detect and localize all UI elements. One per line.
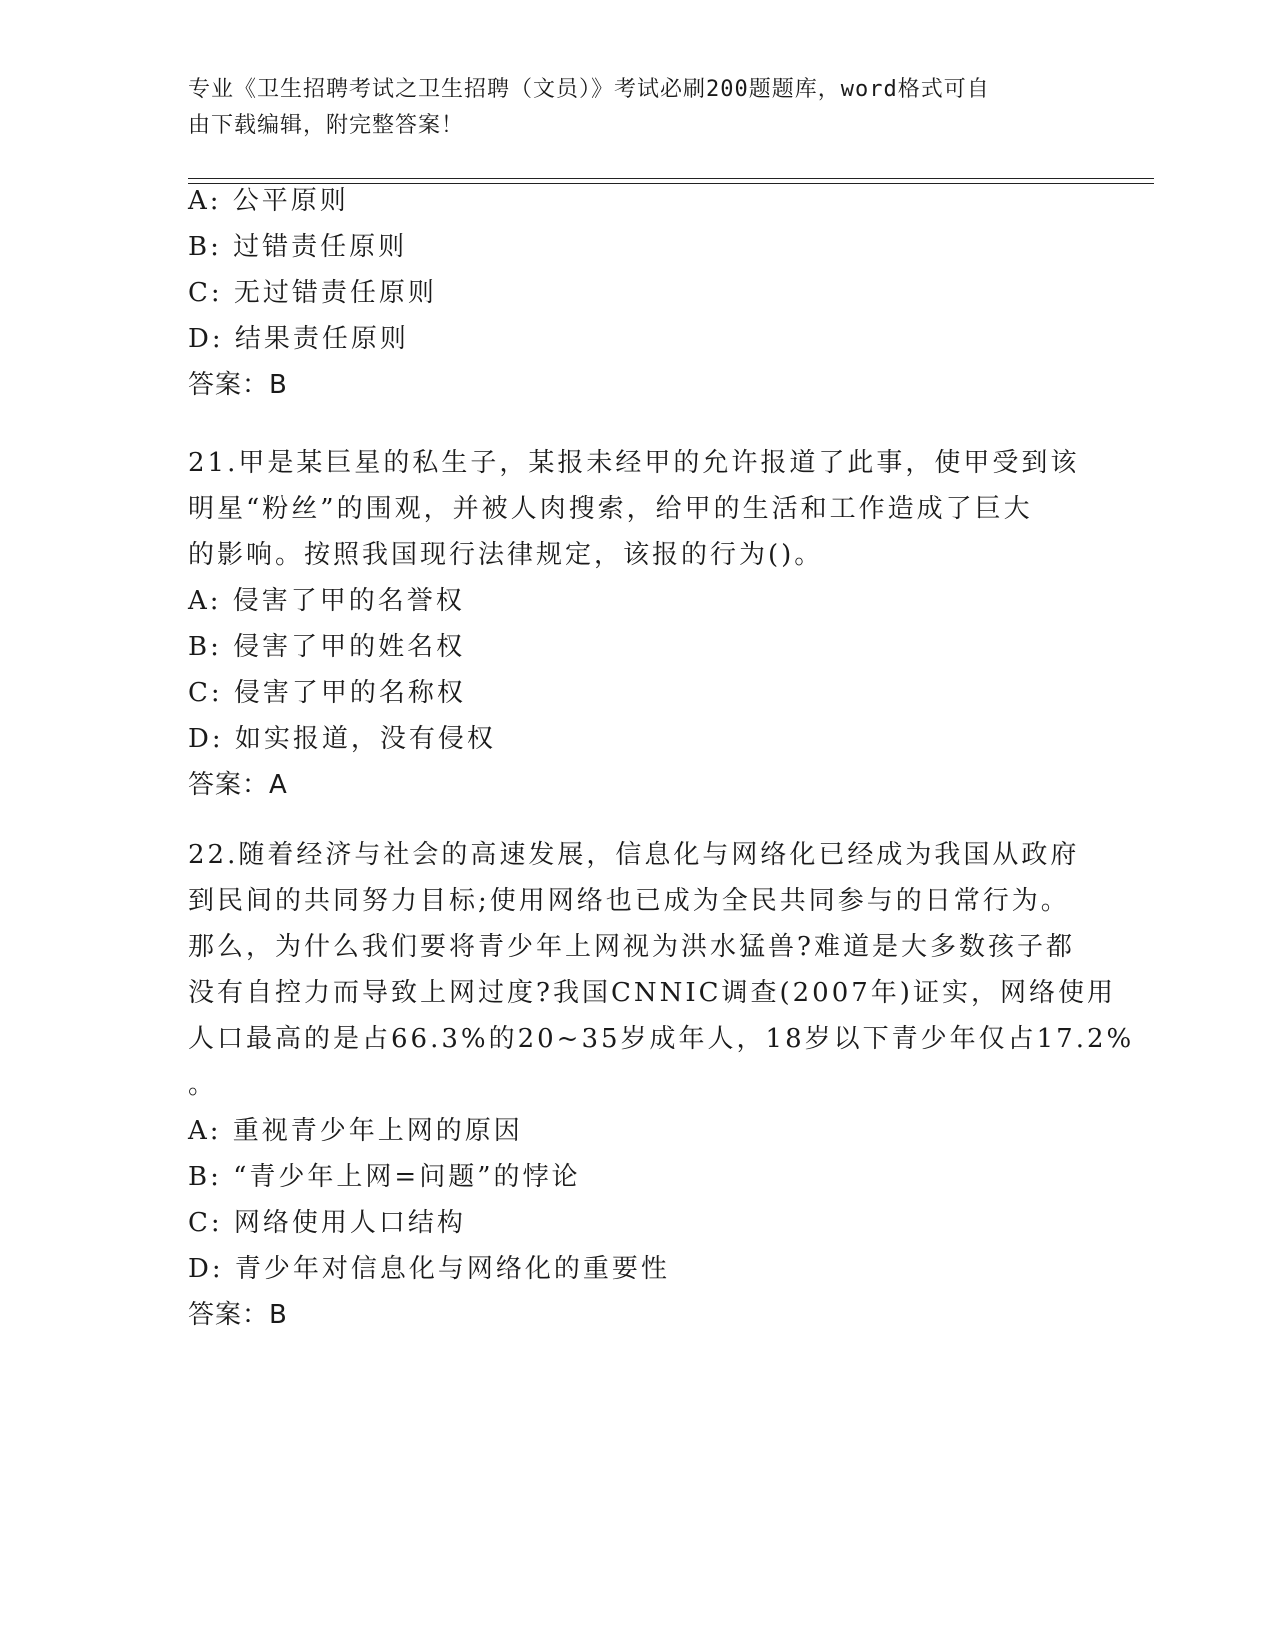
answer-label: 答案：B: [188, 1300, 288, 1330]
document-header: [188, 72, 1088, 144]
answer-label: 答案：B: [188, 370, 288, 400]
header-line-2: 由下载编辑，附完整答案！: [188, 113, 465, 138]
option-b: B: “青少年上网=问题”的悖论: [188, 1162, 581, 1192]
option-d: D: 结果责任原则: [188, 324, 409, 354]
question-22-line-2: 到民间的共同努力目标;使用网络也已成为全民共同参与的日常行为。: [188, 886, 1070, 916]
question-22-line-4: 没有自控力而导致上网过度?我国CNNIC调查(2007年)证实，网络使用: [188, 978, 1116, 1008]
option-b: B: 侵害了甲的姓名权: [188, 632, 466, 662]
option-c: C: 无过错责任原则: [188, 278, 437, 308]
question-22-line-5: 人口最高的是占66.3%的20~35岁成年人，18岁以下青少年仅占17.2%: [188, 1024, 1135, 1054]
question-22-line-6: 。: [188, 1070, 218, 1100]
question-22-block: [188, 832, 1135, 1338]
option-b: B: 过错责任原则: [188, 232, 408, 262]
option-d: D: 青少年对信息化与网络化的重要性: [188, 1254, 670, 1284]
option-a: A: 侵害了甲的名誉权: [188, 586, 465, 616]
question-21-block: [188, 440, 1088, 808]
option-c: C: 网络使用人口结构: [188, 1208, 466, 1238]
question-22-line-3: 那么，为什么我们要将青少年上网视为洪水猛兽?难道是大多数孩子都: [188, 932, 1075, 962]
option-a: A: 重视青少年上网的原因: [188, 1116, 523, 1146]
question-21-line-3: 的影响。按照我国现行法律规定，该报的行为()。: [188, 540, 824, 570]
question-20-block: [188, 178, 1088, 408]
answer-label: 答案：A: [188, 770, 288, 800]
option-a: A: 公平原则: [188, 186, 349, 216]
question-21-line-2: 明星“粉丝”的围观，并被人肉搜索，给甲的生活和工作造成了巨大: [188, 494, 1033, 524]
question-22-line-1: 22.随着经济与社会的高速发展，信息化与网络化已经成为我国从政府: [188, 840, 1080, 870]
option-c: C: 侵害了甲的名称权: [188, 678, 466, 708]
header-line-1: 专业《卫生招聘考试之卫生招聘（文员）》考试必刷200题题库，word格式可自: [188, 77, 990, 102]
option-d: D: 如实报道，没有侵权: [188, 724, 496, 754]
question-21-line-1: 21.甲是某巨星的私生子，某报未经甲的允许报道了此事，使甲受到该: [188, 448, 1080, 478]
